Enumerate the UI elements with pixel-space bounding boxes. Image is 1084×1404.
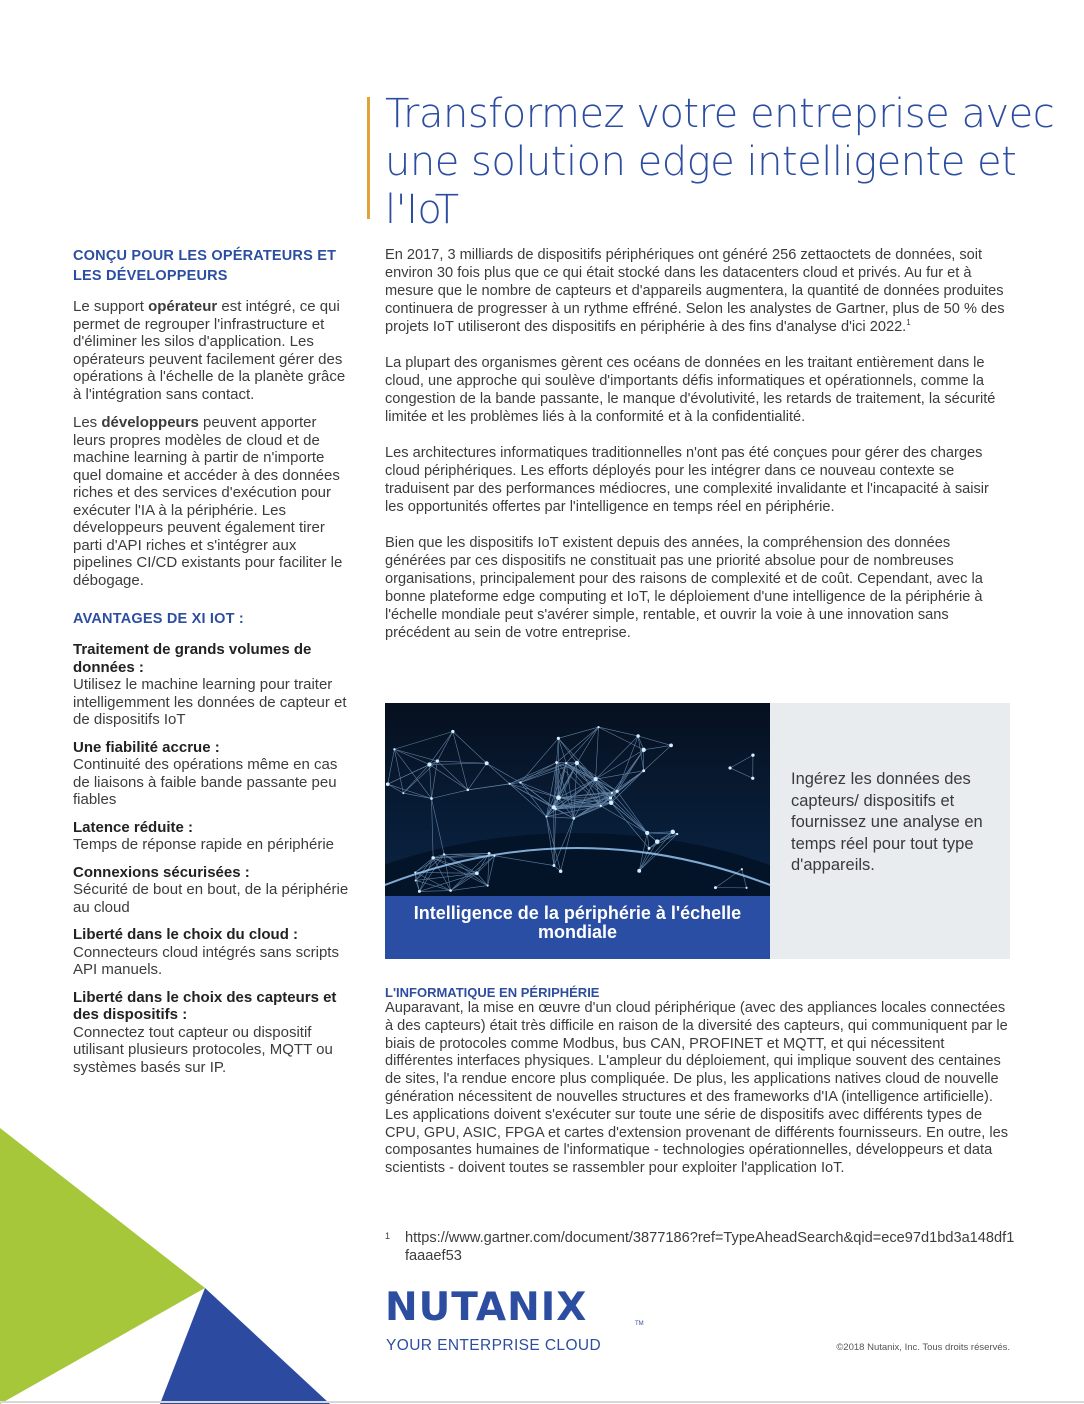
- copyright-notice: ©2018 Nutanix, Inc. Tous droits réservés.: [836, 1342, 1010, 1353]
- benefit-text: Temps de réponse rapide en périphérie: [73, 836, 334, 853]
- logo-tagline: YOUR ENTERPRISE CLOUD: [386, 1337, 602, 1354]
- edge-section-body: Auparavant, la mise en œuvre d'un cloud périphérique (avec des appliances locales connectées à des capteurs) était très difficile en raison de la diversité des capteurs, qui communiquent par le biais de protocoles comme Modbus, bus CAN, PROFINET et MQTT, et qui nécessitent différentes interfaces physiques. L'ampleur du déploiement, qui implique souvent des centaines de sites, l'a rendue encore plus compliquée. De plus, les applications natives cloud de nouvelle génération nécessitent de nouvelles structures et des frameworks d'IA (intelligence artificielle). Les applications doivent s'exécuter sur toute une série de dispositifs avec différents types de CPU, GPU, ASIC, FPGA et cartes d'extension provenant de différents fournisseurs. En outre, les composantes humaines de l'informatique - technologies opérationnelles, développeurs et data scientists - doivent toutes se rassembler pour exploiter l'application IoT.: [385, 1000, 1009, 1177]
- benefit-item: [73, 864, 351, 917]
- promo-side-text: Ingérez les données des capteurs/ dispositifs et fournissez une analyse en temps réel pour tout type d'appareils.: [770, 703, 1010, 959]
- benefit-item: [73, 819, 351, 854]
- footnote-number: 1: [385, 1231, 391, 1241]
- edge-section-heading: L'INFORMATIQUE EN PÉRIPHÉRIE: [385, 985, 600, 1000]
- benefit-item: [73, 641, 351, 729]
- main-body: [385, 246, 1010, 660]
- benefit-text: Sécurité de bout en bout, de la périphérie au cloud: [73, 881, 349, 916]
- operators-text-pre: Le support: [73, 298, 149, 315]
- developers-text-post: peuvent apporter leurs propres modèles de cloud et de machine learning à partir de n'importe quel domaine et accéder à des données riches et des services d'exécution pour exécuter l'IA à la périphérie. Les développeurs peuvent également tirer parti d'API riches et s'intégrer aux pipelines CI/CD existants pour faciliter le débogage.: [73, 414, 343, 589]
- benefit-title: Liberté dans le choix des capteurs et des dispositifs :: [73, 988, 337, 1023]
- intro-paragraph: [385, 246, 1010, 336]
- footnote-ref: 1: [906, 318, 911, 328]
- sidebar: [73, 246, 351, 1086]
- trademark-mark: TM: [635, 1321, 644, 1327]
- operators-paragraph: [73, 298, 351, 403]
- iot-opportunity-paragraph: Bien que les dispositifs IoT existent depuis des années, la compréhension des données générées par ces dispositifs ne constituait pas une priorité absolue pour de nombreuses organisations, principalement pour des raisons de complexité et de coût. Cependant, avec la bonne plateforme edge computing et IoT, le déploiement d'une intelligence de la périphérie à l'échelle mondiale peut s'avérer simple, rentable, et ouvrir la voie à une innovation sans précédent au sein de votre entreprise.: [385, 535, 983, 641]
- benefit-text: Continuité des opérations même en cas de liaisons à faible bande passante peu fiables: [73, 756, 338, 808]
- developers-paragraph: [73, 414, 351, 589]
- blue-chevron-shape: [160, 1288, 330, 1404]
- page-title: Transformez votre entreprise avec une solution edge intelligente et l'IoT: [385, 91, 1055, 233]
- benefit-item: [73, 989, 351, 1077]
- advantages-heading: AVANTAGES DE XI IOT :: [73, 611, 244, 627]
- traditional-architectures-paragraph: Les architectures informatiques traditionnelles n'ont pas été conçues pour gérer des charges cloud périphériques. Les efforts déployés pour les intégrer dans ce nouveau contexte se traduisent par des performances médiocres, une complexité invalidante et l'incapacité à saisir les opportunités offertes par l'intelligence en temps réel en périphérie.: [385, 445, 989, 515]
- benefit-title: Traitement de grands volumes de données :: [73, 641, 312, 676]
- sidebar-heading: CONÇU POUR LES OPÉRATEURS ET LES DÉVELOPPEURS: [73, 248, 337, 284]
- title-accent-bar: [367, 97, 370, 219]
- footnote: [385, 1229, 1015, 1265]
- benefit-item: [73, 926, 351, 979]
- developers-text-bold: développeurs: [101, 414, 199, 431]
- green-chevron-shape: [0, 1128, 205, 1404]
- promo-caption: Intelligence de la périphérie à l'échelle mondiale: [385, 896, 770, 959]
- benefit-title: Une fiabilité accrue :: [73, 738, 220, 756]
- intro-text: En 2017, 3 milliards de dispositifs périphériques ont généré 256 zettaoctets de données, soit environ 30 fois plus que ce qui était stocké dans les datacenters cloud et privés. Au fur et à mesure que le nombre de capteurs et d'appareils augmentera, la quantité de données produites continuera de progresser à un rythme effréné. Selon les analystes de Gartner, plus de 50 % des projets IoT utiliseront des dispositifs en périphérie à des fins d'analyse d'ici 2022.: [385, 247, 1005, 335]
- promo-block: [385, 703, 1010, 959]
- operators-text-bold: opérateur: [148, 298, 218, 315]
- benefit-text: Connecteurs cloud intégrés sans scripts API manuels.: [73, 943, 339, 978]
- benefit-title: Connexions sécurisées :: [73, 863, 250, 881]
- benefit-title: Liberté dans le choix du cloud :: [73, 926, 299, 943]
- benefit-item: [73, 739, 351, 809]
- operators-text-post: est intégré, ce qui permet de regrouper l'infrastructure et d'éliminer les silos d'application. Les opérateurs peuvent facilement gérer des opérations à l'échelle de la planète grâce à l'intégration sans contact.: [73, 298, 346, 403]
- benefit-text: Utilisez le machine learning pour traiter intelligemment les données de capteur et de dispositifs IoT: [73, 676, 347, 728]
- nutanix-logo: NUTANIX: [385, 1285, 588, 1330]
- benefit-title: Latence réduite :: [73, 818, 194, 836]
- benefit-text: Connectez tout capteur ou dispositif utilisant plusieurs protocoles, MQTT ou systèmes basés sur IP.: [73, 1023, 333, 1076]
- footnote-url: https://www.gartner.com/document/3877186?ref=TypeAheadSearch&qid=ece97d1bd3a148df1faaaef53: [405, 1230, 1015, 1264]
- cloud-challenges-paragraph: La plupart des organismes gèrent ces océans de données en les traitant entièrement dans le cloud, une approche qui soulève d'importants défis informatiques et opérationnels, comme la congestion de la bande passante, le manque d'évolutivité, les retards de traitement, la sécurité limitée et les problèmes liés à la conformité et à la confidentialité.: [385, 355, 996, 425]
- developers-text-pre: Les: [73, 414, 102, 431]
- edge-section: [385, 985, 1010, 1178]
